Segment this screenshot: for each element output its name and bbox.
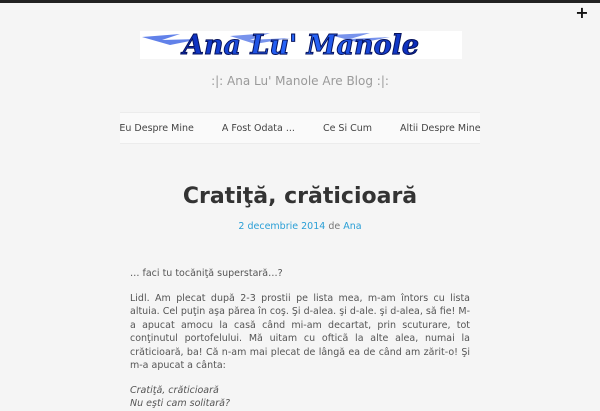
plus-icon[interactable]: + <box>575 3 589 22</box>
post-date-link[interactable]: 2 decembrie 2014 <box>238 221 326 232</box>
nav-item-altii-despre-mine[interactable]: Altii Despre Mine <box>400 122 481 134</box>
post-by-label: de <box>328 221 341 232</box>
post-author-link[interactable]: Ana <box>343 221 362 232</box>
post-intro: … faci tu tocăniţă superstară…? <box>130 268 283 279</box>
post-title[interactable]: Cratiţă, crăticioară <box>182 184 418 209</box>
main-navigation <box>120 112 480 144</box>
nav-item-eu-despre-mine[interactable]: Eu Despre Mine <box>119 122 194 134</box>
post-content <box>130 267 470 411</box>
top-bar <box>0 0 600 3</box>
nav-item-ce-si-cum[interactable]: Ce Si Cum <box>322 122 373 134</box>
logo-text: Ana Lu' Manole <box>182 31 420 59</box>
verse-line: Cratiţă, crăticioară <box>130 384 219 396</box>
site-logo[interactable] <box>140 31 462 59</box>
post-paragraph: Lidl. Am plecat după 2-3 prostii pe lista mea, m-am întors cu lista altuia. Cel puţin aşa părea în coş. Şi d-alea. şi d-ale. şi d-alea, să fie! M-a apucat amocu la casă când mi-am decartat, prin scuturare, tot conţinutul portofelului. Mă uitam cu ofticã la alte alea, numai la crăticioară, ba! Că n-am mai plecat de lângă ea de când am zărit-o! Şi m-a apucat a cânta: <box>130 292 470 371</box>
verse-line: Nu eşti cam solitară? <box>130 398 231 409</box>
nav-item-a-fost-odata[interactable]: A Fost Odata ... <box>221 122 295 134</box>
post-meta <box>0 221 600 232</box>
logo-graphic <box>140 31 462 59</box>
site-tagline: :|: Ana Lu' Manole Are Blog :|: <box>211 74 389 88</box>
